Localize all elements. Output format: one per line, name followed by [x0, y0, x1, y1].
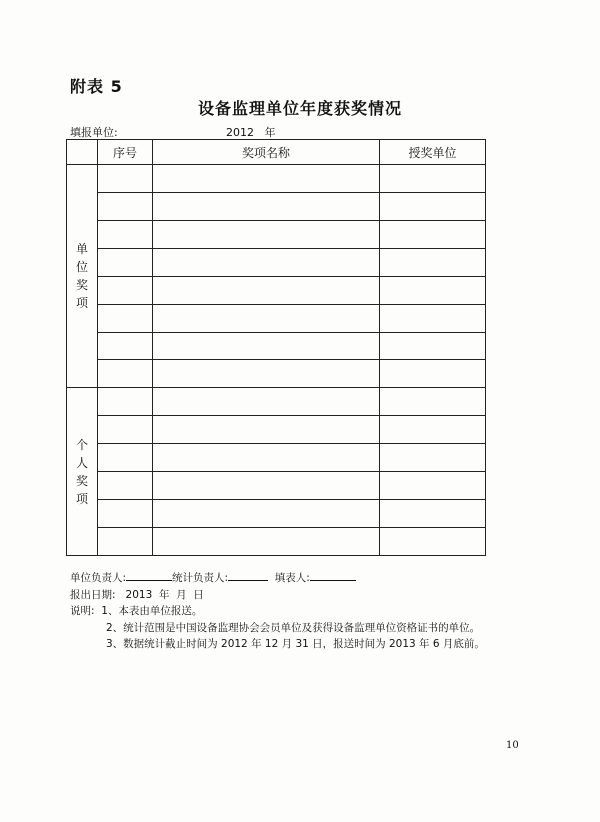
table-row	[67, 527, 486, 555]
index-cell[interactable]	[98, 220, 153, 248]
index-cell[interactable]	[98, 165, 153, 193]
appendix-label: 附表 5	[70, 77, 123, 96]
granting-unit-cell[interactable]	[380, 472, 486, 500]
form-title: 设备监理单位年度获奖情况	[197, 99, 402, 118]
table-row	[67, 192, 486, 220]
category-header	[67, 140, 98, 165]
report-year	[226, 124, 276, 140]
section-label-char: 项	[75, 296, 88, 311]
index-cell[interactable]	[98, 472, 153, 500]
award-name-cell[interactable]	[153, 192, 380, 220]
table-row	[67, 276, 486, 304]
granting-unit-cell[interactable]	[380, 444, 486, 472]
table-body	[67, 165, 486, 556]
table-header-row	[67, 140, 486, 165]
section-label-char: 人	[75, 455, 88, 470]
index-cell[interactable]	[98, 360, 153, 388]
index-cell[interactable]	[98, 388, 153, 416]
notes-label: 说明:	[70, 605, 95, 617]
index-cell[interactable]	[98, 444, 153, 472]
note-2: 2、统计范围是中国设备监理协会会员单位及获得设备监理单位资格证书的单位。	[106, 621, 481, 634]
note-1	[70, 603, 485, 620]
table-row	[67, 444, 486, 472]
column-header-index: 序号	[98, 140, 153, 165]
table-row	[67, 472, 486, 500]
index-cell[interactable]	[98, 332, 153, 360]
unit-head-label: 单位负责人:	[70, 572, 127, 584]
award-name-cell[interactable]	[153, 416, 380, 444]
award-name-cell[interactable]	[153, 165, 380, 193]
note-3: 3、数据统计截止时间为 2012 年 12 月 31 日，报送时间为 2013 年 6 月底前。	[106, 638, 485, 650]
table-row	[67, 248, 486, 276]
stats-head-label: 统计负责人:	[172, 572, 229, 584]
signature-line	[70, 570, 485, 587]
section-label-char: 个	[75, 437, 88, 452]
section-label-2	[67, 388, 98, 556]
table-row	[67, 332, 486, 360]
granting-unit-cell[interactable]	[380, 192, 486, 220]
award-name-cell[interactable]	[153, 248, 380, 276]
granting-unit-cell[interactable]	[380, 527, 486, 555]
granting-unit-cell[interactable]	[380, 360, 486, 388]
award-name-cell[interactable]	[153, 276, 380, 304]
award-name-cell[interactable]	[153, 388, 380, 416]
form-footer	[70, 570, 485, 653]
index-cell[interactable]	[98, 276, 153, 304]
report-year-unit: 年	[264, 126, 276, 139]
section-label-char: 奖	[75, 278, 88, 293]
section-label-char: 奖	[75, 473, 88, 488]
table-row	[67, 165, 486, 193]
award-name-cell[interactable]	[153, 472, 380, 500]
table-row	[67, 416, 486, 444]
granting-unit-cell[interactable]	[380, 220, 486, 248]
fill-unit-line	[70, 124, 276, 140]
index-cell[interactable]	[98, 416, 153, 444]
stats-head-blank	[228, 570, 268, 581]
award-name-cell[interactable]	[153, 304, 380, 332]
granting-unit-cell[interactable]	[380, 248, 486, 276]
unit-head-blank	[126, 570, 172, 581]
table-row	[67, 304, 486, 332]
award-name-cell[interactable]	[153, 360, 380, 388]
awards-table	[66, 139, 486, 556]
page-number: 10	[506, 740, 519, 751]
filler-blank	[310, 570, 356, 581]
section-label-char: 单	[75, 242, 88, 257]
report-date: 报出日期: 2013 年 月 日	[70, 588, 204, 601]
granting-unit-cell[interactable]	[380, 332, 486, 360]
table-row	[67, 360, 486, 388]
column-header-award-name: 奖项名称	[153, 140, 380, 165]
table-row	[67, 500, 486, 528]
column-header-granting-unit: 授奖单位	[380, 140, 486, 165]
report-year-value: 2012	[226, 126, 254, 139]
award-name-cell[interactable]	[153, 500, 380, 528]
index-cell[interactable]	[98, 248, 153, 276]
award-name-cell[interactable]	[153, 444, 380, 472]
table-row	[67, 388, 486, 416]
index-cell[interactable]	[98, 500, 153, 528]
section-label-char: 位	[75, 260, 88, 275]
award-name-cell[interactable]	[153, 220, 380, 248]
note-text-1: 1、本表由单位报送。	[101, 605, 203, 617]
award-name-cell[interactable]	[153, 332, 380, 360]
award-name-cell[interactable]	[153, 527, 380, 555]
granting-unit-cell[interactable]	[380, 304, 486, 332]
index-cell[interactable]	[98, 192, 153, 220]
granting-unit-cell[interactable]	[380, 388, 486, 416]
granting-unit-cell[interactable]	[380, 165, 486, 193]
table-row	[67, 220, 486, 248]
granting-unit-cell[interactable]	[380, 500, 486, 528]
index-cell[interactable]	[98, 527, 153, 555]
section-label-1	[67, 165, 98, 388]
fill-unit-label: 填报单位:	[70, 126, 118, 139]
index-cell[interactable]	[98, 304, 153, 332]
granting-unit-cell[interactable]	[380, 416, 486, 444]
section-label-char: 项	[75, 491, 88, 506]
filler-label: 填表人:	[274, 572, 310, 584]
granting-unit-cell[interactable]	[380, 276, 486, 304]
